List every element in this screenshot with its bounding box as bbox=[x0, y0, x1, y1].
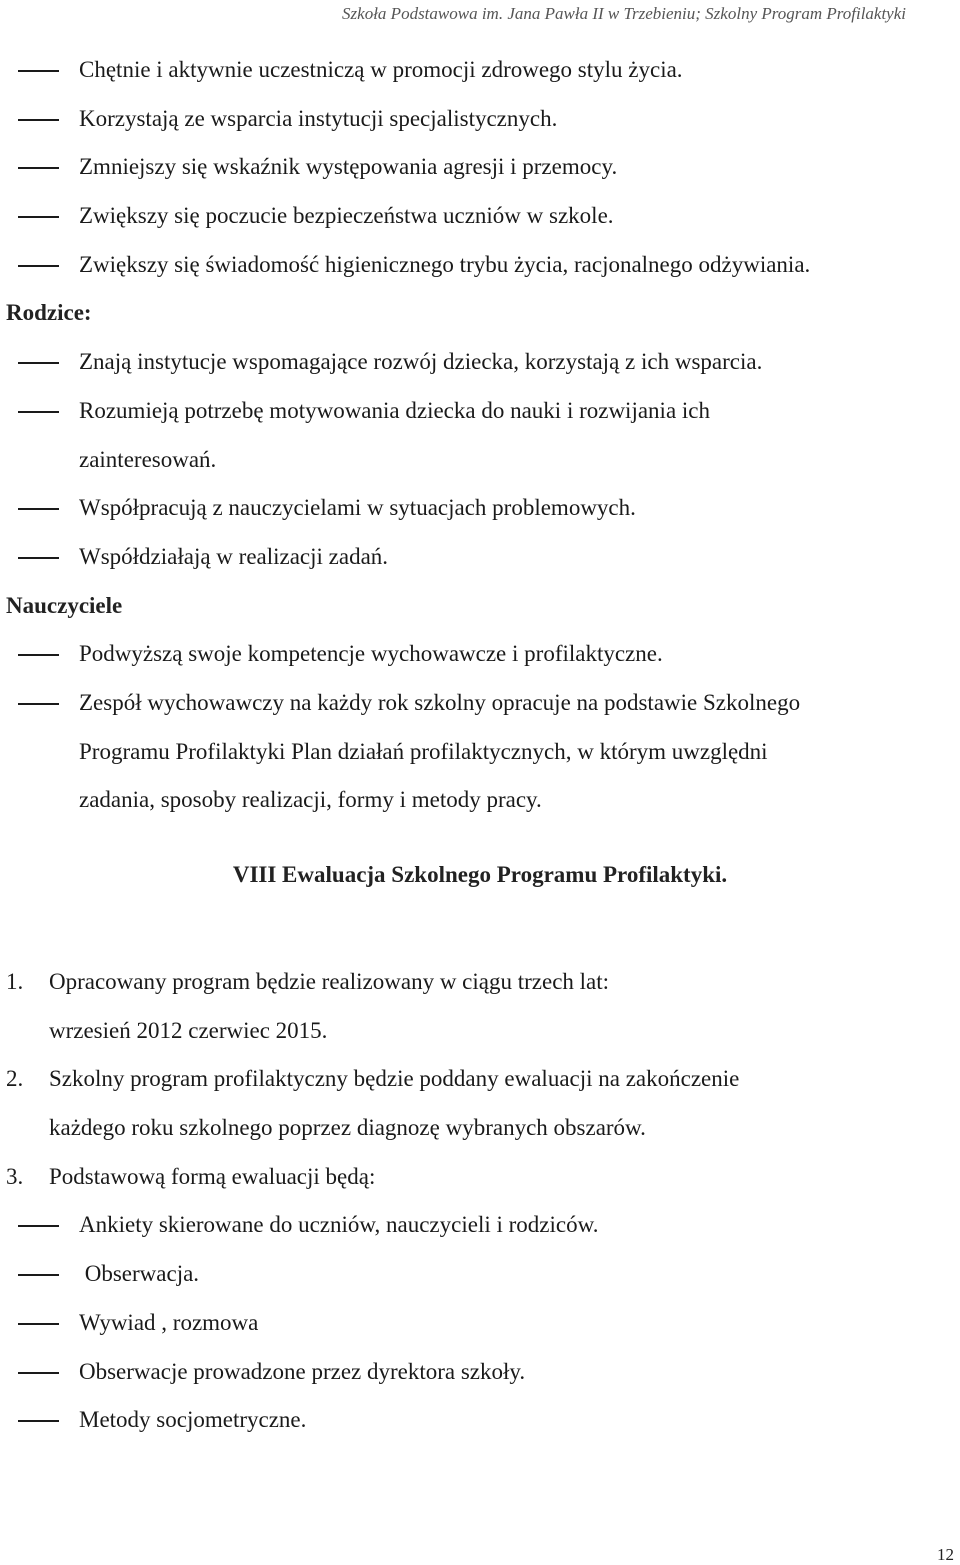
list-item-continuation: zadania, sposoby realizacji, formy i metody pracy. bbox=[79, 787, 542, 813]
numbered-item: 2. Szkolny program profilaktyczny będzie poddany ewaluacji na zakończenie bbox=[0, 1055, 960, 1104]
numbered-item: 3. Podstawową formą ewaluacji będą: bbox=[0, 1153, 960, 1202]
outcomes-section bbox=[0, 46, 960, 825]
dash-bullet bbox=[18, 362, 59, 364]
dash-bullet bbox=[18, 216, 59, 218]
list-item: Zwiększy się poczucie bezpieczeństwa uczniów w szkole. bbox=[0, 192, 960, 241]
dash-bullet bbox=[18, 654, 59, 656]
dash-bullet bbox=[18, 508, 59, 510]
numbered-item-continuation: każdego roku szkolnego poprzez diagnozę wybranych obszarów. bbox=[49, 1115, 646, 1141]
list-item: Metody socjometryczne. bbox=[0, 1396, 960, 1445]
list-item: Ankiety skierowane do uczniów, nauczycieli i rodziców. bbox=[0, 1201, 960, 1250]
list-item: Współdziałają w realizacji zadań. bbox=[0, 533, 960, 582]
list-item: Korzystają ze wsparcia instytucji specjalistycznych. bbox=[0, 95, 960, 144]
dash-bullet bbox=[18, 1372, 59, 1374]
parents-heading: Rodzice: bbox=[6, 300, 92, 326]
dash-bullet bbox=[18, 1323, 59, 1325]
list-item: Znają instytucje wspomagające rozwój dziecka, korzystają z ich wsparcia. bbox=[0, 338, 960, 387]
dash-bullet bbox=[18, 1420, 59, 1422]
dash-bullet bbox=[18, 703, 59, 705]
evaluation-section bbox=[0, 958, 960, 1445]
item-number: 3. bbox=[6, 1163, 24, 1189]
list-item: Chętnie i aktywnie uczestniczą w promocji zdrowego stylu życia. bbox=[0, 46, 960, 95]
dash-bullet bbox=[18, 411, 59, 413]
teachers-heading: Nauczyciele bbox=[6, 592, 123, 618]
list-item-continuation: Programu Profilaktyki Plan działań profilaktycznych, w którym uwzględni bbox=[79, 738, 768, 764]
list-item: Rozumieją potrzebę motywowania dziecka do nauki i rozwijania ich bbox=[0, 387, 960, 436]
dash-bullet bbox=[18, 1225, 59, 1227]
dash-bullet bbox=[18, 557, 59, 559]
dash-bullet bbox=[18, 167, 59, 169]
running-header: Szkoła Podstawowa im. Jana Pawła II w Trzebieniu; Szkolny Program Profilaktyki bbox=[342, 4, 906, 23]
item-number: 1. bbox=[6, 969, 24, 994]
section-title: VIII Ewaluacja Szkolnego Programu Profilaktyki. bbox=[232, 862, 728, 887]
numbered-item-continuation: wrzesień 2012 czerwiec 2015. bbox=[49, 1017, 328, 1043]
list-item: Wywiad , rozmowa bbox=[0, 1299, 960, 1348]
list-item: Zmniejszy się wskaźnik występowania agresji i przemocy. bbox=[0, 143, 960, 192]
dash-bullet bbox=[18, 119, 59, 121]
item-number: 2. bbox=[6, 1066, 24, 1092]
dash-bullet bbox=[18, 70, 59, 72]
list-item: Obserwacje prowadzone przez dyrektora szkoły. bbox=[0, 1348, 960, 1397]
list-item: Zwiększy się świadomość higienicznego trybu życia, racjonalnego odżywiania. bbox=[0, 241, 960, 290]
page-number: 12 bbox=[937, 1545, 954, 1564]
dash-bullet bbox=[18, 1274, 59, 1276]
list-item: Podwyższą swoje kompetencje wychowawcze i profilaktyczne. bbox=[0, 630, 960, 679]
list-item: Współpracują z nauczycielami w sytuacjach problemowych. bbox=[0, 484, 960, 533]
numbered-item: 1. Opracowany program będzie realizowany w ciągu trzech lat: bbox=[0, 958, 960, 1007]
list-item: Obserwacja. bbox=[0, 1250, 960, 1299]
dash-bullet bbox=[18, 265, 59, 267]
list-item-continuation: zainteresowań. bbox=[79, 446, 217, 472]
list-item: Zespół wychowawczy na każdy rok szkolny opracuje na podstawie Szkolnego bbox=[0, 679, 960, 728]
